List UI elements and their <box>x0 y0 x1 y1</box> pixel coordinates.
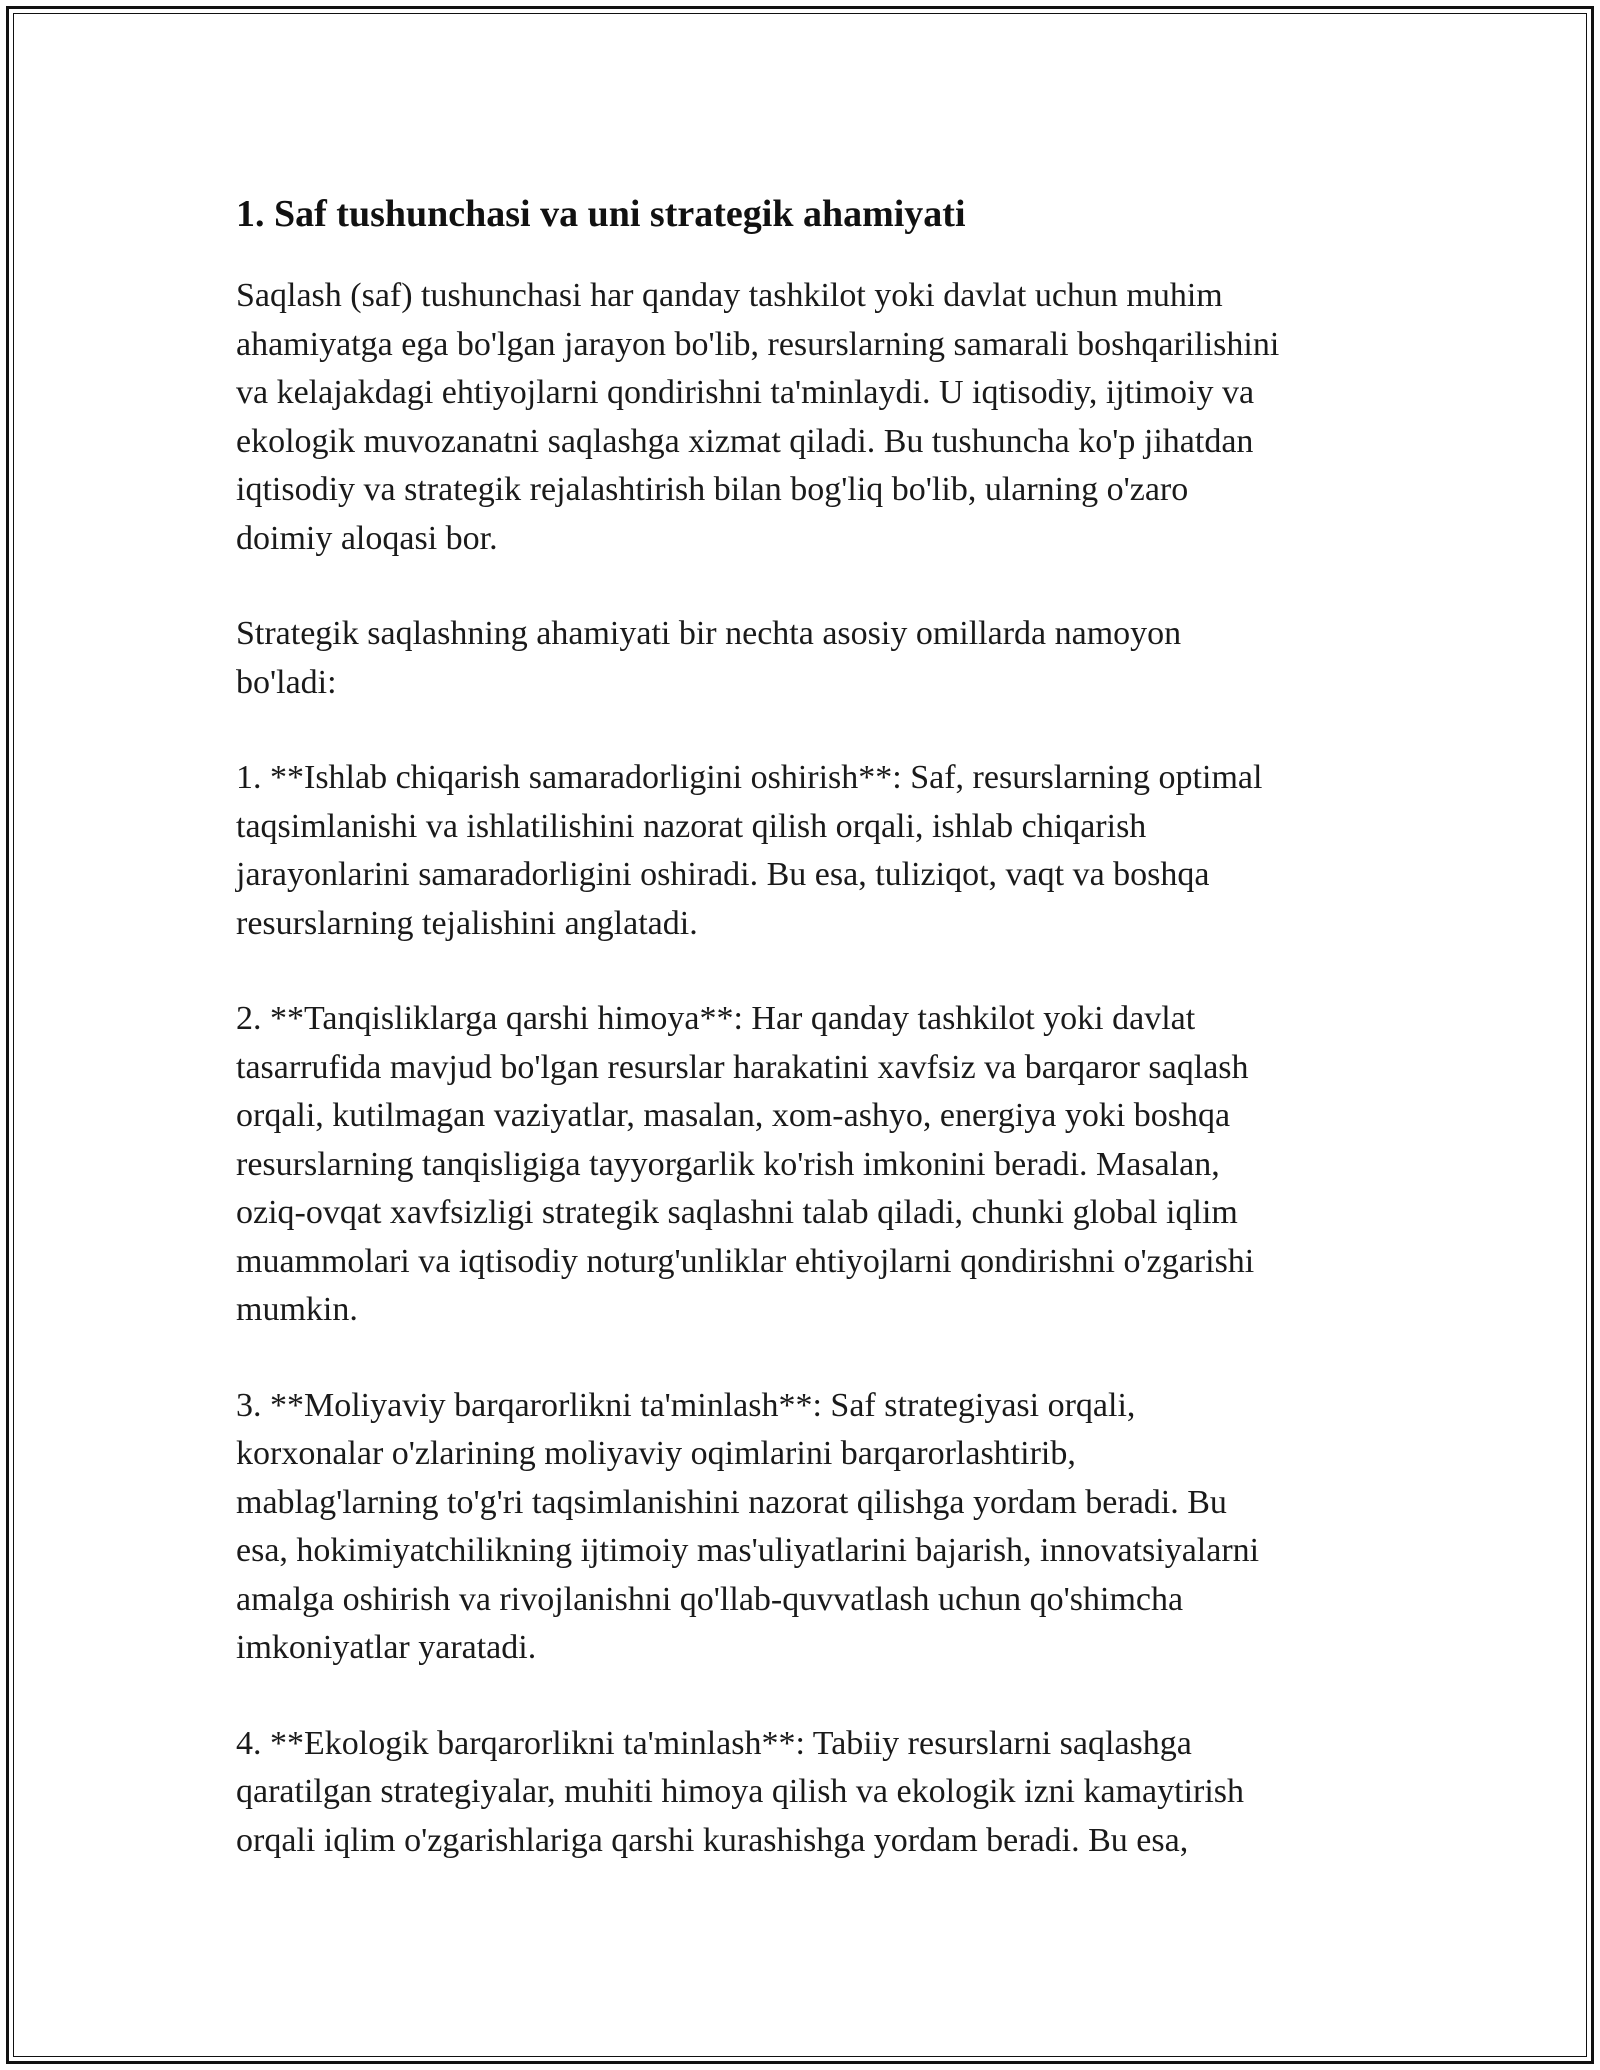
list-item-3 <box>236 1382 1386 1673</box>
text-line: ekologik muvozanatni saqlashga xizmat qiladi. Bu tushuncha ko'p jihatdan <box>236 422 1254 460</box>
text-line: Strategik saqlashning ahamiyati bir nechta asosiy omillarda namoyon <box>236 615 1182 652</box>
text-line: iqtisodiy va strategik rejalashtirish bilan bog'liq bo'lib, ularning o'zaro <box>236 471 1189 508</box>
text-line: orqali iqlim o'zgarishlariga qarshi kurashishga yordam beradi. Bu esa, <box>236 1821 1189 1859</box>
text-line: 4. **Ekologik barqarorlikni ta'minlash**: Tabiiy resurslarni saqlashga <box>236 1724 1192 1762</box>
document-body <box>236 272 1386 1865</box>
text-line: resurslarning tejalishini anglatadi. <box>236 904 698 942</box>
list-item-1 <box>236 754 1386 948</box>
section-heading: 1. Saf tushunchasi va uni strategik ahamiyati <box>236 193 966 235</box>
text-line: korxonalar o'zlarining moliyaviy oqimlarini barqarorlashtirib, <box>236 1435 1076 1472</box>
text-line: resurslarning tanqisligiga tayyorgarlik ko'rish imkonini beradi. Masalan, <box>236 1145 1220 1183</box>
list-item-4 <box>236 1720 1386 1866</box>
text-line: va kelajakdagi ehtiyojlarni qondirishni ta'minlaydi. U iqtisodiy, ijtimoiy va <box>236 374 1255 411</box>
text-line: 1. **Ishlab chiqarish samaradorligini oshirish**: Saf, resurslarning optimal <box>236 759 1263 796</box>
text-line: jarayonlarini samaradorligini oshiradi. Bu esa, tuliziqot, vaqt va boshqa <box>236 856 1210 893</box>
text-line: amalga oshirish va rivojlanishni qo'llab-quvvatlash uchun qo'shimcha <box>236 1580 1184 1618</box>
intro-paragraph <box>236 272 1386 563</box>
text-line: bo'ladi: <box>236 663 337 701</box>
text-line: ahamiyatga ega bo'lgan jarayon bo'lib, resurslarning samarali boshqarilishini <box>236 325 1280 363</box>
text-line: taqsimlanishi va ishlatilishini nazorat qilish orqali, ishlab chiqarish <box>236 807 1147 845</box>
text-line: mumkin. <box>236 1291 358 1328</box>
text-line: tasarrufida mavjud bo'lgan resurslar harakatini xavfsiz va barqaror saqlash <box>236 1048 1249 1086</box>
text-line: 2. **Tanqisliklarga qarshi himoya**: Har qanday tashkilot yoki davlat <box>236 1000 1196 1037</box>
text-line: doimiy aloqasi bor. <box>236 519 498 557</box>
text-line: imkoniyatlar yaratadi. <box>236 1629 537 1666</box>
text-line: esa, hokimiyatchilikning ijtimoiy mas'uliyatlarini bajarish, innovatsiyalarni <box>236 1532 1260 1569</box>
lead-in-paragraph <box>236 610 1386 707</box>
document-page <box>236 188 1386 1912</box>
text-line: Saqlash (saf) tushunchasi har qanday tashkilot yoki davlat uchun muhim <box>236 277 1223 314</box>
text-line: orqali, kutilmagan vaziyatlar, masalan, xom-ashyo, energiya yoki boshqa <box>236 1097 1231 1134</box>
text-line: qaratilgan strategiyalar, muhiti himoya qilish va ekologik izni kamaytirish <box>236 1773 1245 1810</box>
list-item-2 <box>236 995 1386 1335</box>
text-line: oziq-ovqat xavfsizligi strategik saqlashni talab qiladi, chunki global iqlim <box>236 1194 1238 1231</box>
text-line: muammolari va iqtisodiy noturg'unliklar ehtiyojlarni qondirishni o'zgarishi <box>236 1242 1255 1280</box>
text-line: 3. **Moliyaviy barqarorlikni ta'minlash**: Saf strategiyasi orqali, <box>236 1386 1136 1424</box>
text-line: mablag'larning to'g'ri taqsimlanishini nazorat qilishga yordam beradi. Bu <box>236 1483 1227 1521</box>
